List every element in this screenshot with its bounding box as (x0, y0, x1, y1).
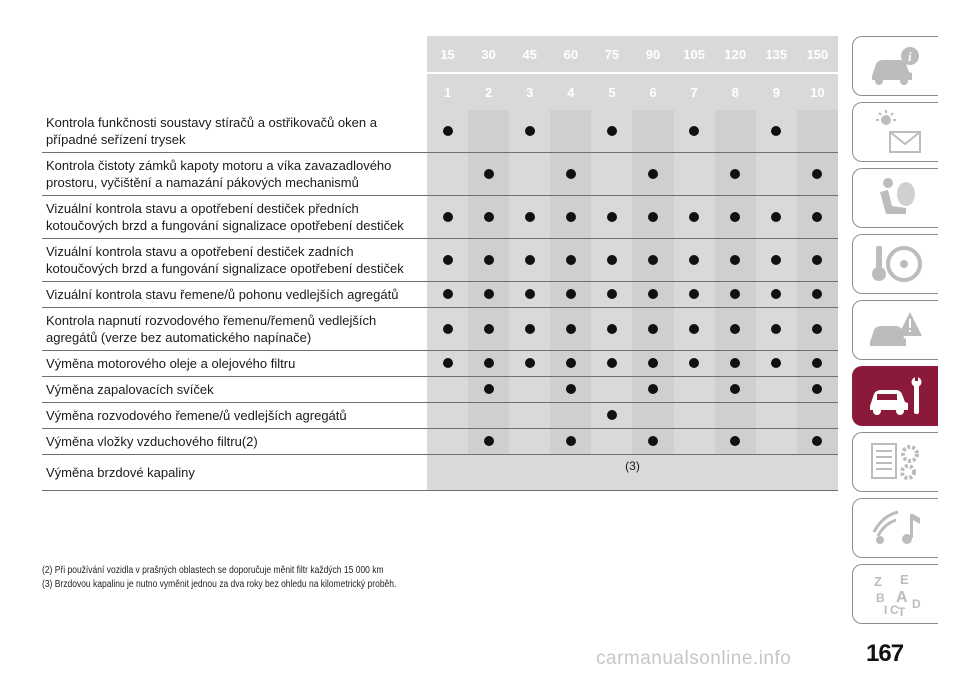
schedule-cell (715, 308, 756, 351)
header-km-value: 150 (797, 36, 838, 73)
header-km-value: 30 (468, 36, 509, 73)
schedule-cell (591, 351, 632, 377)
header-year-value: 8 (715, 73, 756, 110)
schedule-cell (509, 153, 550, 196)
car-info-icon (866, 42, 926, 90)
schedule-cell (674, 377, 715, 403)
scheduled-dot-icon (812, 358, 822, 368)
schedule-cell (756, 429, 797, 455)
schedule-cell (509, 403, 550, 429)
schedule-cell (550, 308, 591, 351)
scheduled-dot-icon (484, 436, 494, 446)
schedule-cell (674, 282, 715, 308)
table-row (42, 377, 838, 403)
schedule-cell (715, 351, 756, 377)
schedule-cell (468, 239, 509, 282)
schedule-cell (797, 196, 838, 239)
row-label: Výměna motorového oleje a olejového filtru (42, 351, 427, 377)
chapter-tab-starting-driving[interactable] (852, 234, 938, 294)
scheduled-dot-icon (525, 212, 535, 222)
schedule-cell (427, 282, 468, 308)
scheduled-dot-icon (648, 289, 658, 299)
scheduled-dot-icon (443, 358, 453, 368)
schedule-cell (427, 110, 468, 153)
header-year-value: 1 (427, 73, 468, 110)
seat-airbag-icon (866, 174, 926, 222)
schedule-cell (756, 403, 797, 429)
header-year-value: 4 (550, 73, 591, 110)
schedule-cell (797, 403, 838, 429)
scheduled-dot-icon (812, 436, 822, 446)
row-label: Vizuální kontrola stavu a opotřebení destiček předních kotoučových brzd a fungování signalizace opotřebení destiček (42, 196, 427, 239)
scheduled-dot-icon (484, 169, 494, 179)
table-row (42, 403, 838, 429)
scheduled-dot-icon (730, 436, 740, 446)
media-music-icon (866, 504, 926, 552)
schedule-cell (797, 153, 838, 196)
schedule-cell (797, 282, 838, 308)
schedule-cell (756, 282, 797, 308)
chapter-tab-emergency[interactable] (852, 300, 938, 360)
schedule-cell (797, 308, 838, 351)
schedule-cell (715, 196, 756, 239)
schedule-cell (550, 110, 591, 153)
schedule-cell (715, 403, 756, 429)
schedule-cell (756, 110, 797, 153)
header-year-value: 5 (591, 73, 632, 110)
scheduled-dot-icon (648, 384, 658, 394)
scheduled-dot-icon (525, 324, 535, 334)
schedule-cell (756, 377, 797, 403)
schedule-cell (509, 196, 550, 239)
header-km-value: 120 (715, 36, 756, 73)
scheduled-dot-icon (771, 324, 781, 334)
header-year-value: 7 (674, 73, 715, 110)
schedule-cell (715, 429, 756, 455)
scheduled-dot-icon (484, 358, 494, 368)
header-year-value: 10 (797, 73, 838, 110)
schedule-cell (591, 153, 632, 196)
header-km-value: 45 (509, 36, 550, 73)
schedule-cell (756, 351, 797, 377)
schedule-cell (550, 429, 591, 455)
scheduled-dot-icon (607, 212, 617, 222)
schedule-cell (509, 429, 550, 455)
row-label: Výměna rozvodového řemene/ů vedlejších agregátů (42, 403, 427, 429)
scheduled-dot-icon (812, 384, 822, 394)
schedule-cell (632, 196, 673, 239)
schedule-cell (632, 153, 673, 196)
warning-lights-message-icon (866, 108, 926, 156)
scheduled-dot-icon (812, 255, 822, 265)
schedule-cell (674, 153, 715, 196)
scheduled-dot-icon (771, 255, 781, 265)
schedule-cell (591, 196, 632, 239)
schedule-cell (632, 110, 673, 153)
schedule-cell (591, 239, 632, 282)
row-label: Výměna zapalovacích svíček (42, 377, 427, 403)
scheduled-dot-icon (525, 255, 535, 265)
schedule-cell (427, 403, 468, 429)
scheduled-dot-icon (607, 358, 617, 368)
scheduled-dot-icon (443, 324, 453, 334)
svg-text:E: E (899, 572, 909, 587)
schedule-cell (591, 377, 632, 403)
scheduled-dot-icon (607, 324, 617, 334)
scheduled-dot-icon (730, 212, 740, 222)
schedule-cell (632, 377, 673, 403)
scheduled-dot-icon (525, 358, 535, 368)
schedule-cell (632, 239, 673, 282)
svg-text:i: i (907, 49, 912, 64)
schedule-cell (550, 239, 591, 282)
svg-text:A: A (895, 589, 908, 606)
schedule-cell (550, 282, 591, 308)
header-year-value: 9 (756, 73, 797, 110)
schedule-cell (715, 110, 756, 153)
scheduled-dot-icon (525, 126, 535, 136)
scheduled-dot-icon (648, 358, 658, 368)
header-km-value: 90 (632, 36, 673, 73)
schedule-cell (674, 196, 715, 239)
scheduled-dot-icon (648, 436, 658, 446)
chapter-tab-maintenance[interactable] (852, 366, 938, 426)
schedule-cell (427, 153, 468, 196)
scheduled-dot-icon (730, 169, 740, 179)
scheduled-dot-icon (648, 212, 658, 222)
schedule-cell (550, 403, 591, 429)
schedule-cell (756, 308, 797, 351)
scheduled-dot-icon (689, 358, 699, 368)
scheduled-dot-icon (443, 255, 453, 265)
schedule-cell (427, 196, 468, 239)
schedule-cell (468, 153, 509, 196)
schedule-cell (468, 351, 509, 377)
scheduled-dot-icon (566, 436, 576, 446)
maintenance-table (42, 36, 838, 491)
header-km-label: Tisíce kilometrů (42, 36, 427, 73)
car-accident-icon (866, 306, 926, 354)
schedule-cell (674, 403, 715, 429)
scheduled-dot-icon (730, 324, 740, 334)
scheduled-dot-icon (730, 358, 740, 368)
schedule-cell (797, 239, 838, 282)
scheduled-dot-icon (771, 126, 781, 136)
schedule-cell (715, 239, 756, 282)
table-row (42, 455, 838, 491)
scheduled-dot-icon (566, 324, 576, 334)
maintenance-schedule (42, 36, 838, 491)
scheduled-dot-icon (484, 212, 494, 222)
schedule-cell (797, 110, 838, 153)
header-km-value: 135 (756, 36, 797, 73)
scheduled-dot-icon (689, 212, 699, 222)
scheduled-dot-icon (566, 212, 576, 222)
schedule-cell (632, 429, 673, 455)
schedule-cell (632, 308, 673, 351)
schedule-cell (468, 196, 509, 239)
schedule-cell (756, 153, 797, 196)
scheduled-dot-icon (812, 169, 822, 179)
schedule-cell (509, 351, 550, 377)
schedule-cell (550, 196, 591, 239)
header-km-value: 75 (591, 36, 632, 73)
table-row (42, 308, 838, 351)
schedule-cell (715, 153, 756, 196)
schedule-cell (591, 282, 632, 308)
chapter-tab-technical-data[interactable] (852, 432, 938, 492)
scheduled-dot-icon (607, 126, 617, 136)
scheduled-dot-icon (812, 324, 822, 334)
schedule-cell (427, 351, 468, 377)
scheduled-dot-icon (484, 289, 494, 299)
table-row (42, 239, 838, 282)
schedule-cell (674, 429, 715, 455)
row-label: Kontrola funkčnosti soustavy stíračů a ostřikovačů oken a případné seřízení trysek (42, 110, 427, 153)
svg-text:I: I (883, 603, 887, 617)
table-body (42, 110, 838, 491)
svg-text:D: D (911, 597, 921, 611)
table-row (42, 282, 838, 308)
footnote: (2) Při používání vozidla v prašných oblastech se doporučuje měnit filtr každých 15 000 km (42, 565, 384, 576)
chapter-sidebar (852, 36, 938, 630)
chapter-tab-safety[interactable] (852, 168, 938, 228)
schedule-cell (591, 429, 632, 455)
scheduled-dot-icon (771, 358, 781, 368)
scheduled-dot-icon (443, 212, 453, 222)
scheduled-dot-icon (566, 384, 576, 394)
schedule-cell (509, 239, 550, 282)
header-km-row (42, 36, 838, 73)
schedule-cell (591, 308, 632, 351)
schedule-cell (550, 153, 591, 196)
schedule-cell (427, 429, 468, 455)
schedule-cell (509, 110, 550, 153)
scheduled-dot-icon (689, 289, 699, 299)
schedule-cell (715, 377, 756, 403)
scheduled-dot-icon (648, 255, 658, 265)
header-year-value: 2 (468, 73, 509, 110)
schedule-cell (674, 239, 715, 282)
row-label: Vizuální kontrola stavu řemene/ů pohonu vedlejších agregátů (42, 282, 427, 308)
scheduled-dot-icon (689, 126, 699, 136)
row-label: Výměna brzdové kapaliny (42, 455, 427, 491)
scheduled-dot-icon (607, 410, 617, 420)
table-row (42, 429, 838, 455)
schedule-cell (632, 282, 673, 308)
page-number: 167 (866, 640, 904, 667)
schedule-cell (632, 403, 673, 429)
schedule-cell (797, 429, 838, 455)
scheduled-dot-icon (484, 384, 494, 394)
schedule-cell (427, 377, 468, 403)
scheduled-dot-icon (689, 324, 699, 334)
footnote: (3) Brzdovou kapalinu je nutno vyměnit jednou za dva roky bez ohledu na kilometrický proběh. (42, 579, 397, 590)
watermark: carmanualsonline.info (596, 648, 792, 669)
scheduled-dot-icon (607, 289, 617, 299)
schedule-cell (550, 377, 591, 403)
svg-text:C: C (889, 603, 899, 617)
scheduled-dot-icon (443, 289, 453, 299)
schedule-cell (797, 377, 838, 403)
row-label: Kontrola čistoty zámků kapoty motoru a víka zavazadlového prostoru, vyčištění a namazání pákových mechanismů (42, 153, 427, 196)
schedule-cell (591, 403, 632, 429)
scheduled-dot-icon (443, 126, 453, 136)
schedule-cell (756, 239, 797, 282)
scheduled-dot-icon (566, 358, 576, 368)
schedule-cell (468, 429, 509, 455)
header-years-label: Roky (42, 73, 427, 110)
row-label: Výměna vložky vzduchového filtru(2) (42, 429, 427, 455)
chapter-tab-index[interactable] (852, 564, 938, 624)
schedule-cell (468, 282, 509, 308)
scheduled-dot-icon (525, 289, 535, 299)
footnotes (42, 564, 838, 592)
svg-text:Z: Z (873, 574, 882, 589)
schedule-cell (715, 282, 756, 308)
scheduled-dot-icon (730, 255, 740, 265)
car-wrench-icon (866, 372, 926, 420)
schedule-cell (550, 351, 591, 377)
chapter-tab-knowing-car[interactable] (852, 36, 938, 96)
scheduled-dot-icon (689, 255, 699, 265)
key-steering-wheel-icon (866, 240, 926, 288)
schedule-cell (756, 196, 797, 239)
brake-fluid-note: (3) (427, 455, 838, 491)
schedule-cell (468, 110, 509, 153)
scheduled-dot-icon (812, 212, 822, 222)
scheduled-dot-icon (566, 289, 576, 299)
chapter-tab-multimedia[interactable] (852, 498, 938, 558)
schedule-cell (591, 110, 632, 153)
schedule-cell (632, 351, 673, 377)
alphabet-index-icon (866, 570, 926, 618)
scheduled-dot-icon (812, 289, 822, 299)
header-km-value: 60 (550, 36, 591, 73)
schedule-cell (797, 351, 838, 377)
svg-text:B: B (875, 591, 885, 605)
row-label: Kontrola napnutí rozvodového řemenu/řemenů vedlejších agregátů (verze bez automatického napínače) (42, 308, 427, 351)
table-row (42, 110, 838, 153)
schedule-cell (509, 282, 550, 308)
table-row (42, 153, 838, 196)
schedule-cell (674, 308, 715, 351)
table-row (42, 196, 838, 239)
scheduled-dot-icon (771, 289, 781, 299)
header-km-value: 15 (427, 36, 468, 73)
header-year-value: 6 (632, 73, 673, 110)
scheduled-dot-icon (566, 169, 576, 179)
scheduled-dot-icon (730, 289, 740, 299)
schedule-cell (674, 110, 715, 153)
schedule-cell (468, 403, 509, 429)
chapter-tab-dashboard[interactable] (852, 102, 938, 162)
schedule-cell (674, 351, 715, 377)
scheduled-dot-icon (648, 169, 658, 179)
header-years-row (42, 73, 838, 110)
schedule-cell (468, 308, 509, 351)
scheduled-dot-icon (566, 255, 576, 265)
svg-text:T: T (897, 605, 905, 618)
scheduled-dot-icon (484, 255, 494, 265)
scheduled-dot-icon (730, 384, 740, 394)
schedule-cell (509, 308, 550, 351)
schedule-cell (427, 239, 468, 282)
scheduled-dot-icon (648, 324, 658, 334)
header-year-value: 3 (509, 73, 550, 110)
schedule-cell (509, 377, 550, 403)
scheduled-dot-icon (607, 255, 617, 265)
row-label: Vizuální kontrola stavu a opotřebení destiček zadních kotoučových brzd a fungování signalizace opotřebení destiček (42, 239, 427, 282)
header-km-value: 105 (674, 36, 715, 73)
scheduled-dot-icon (484, 324, 494, 334)
data-gears-icon (866, 438, 926, 486)
schedule-cell (427, 308, 468, 351)
scheduled-dot-icon (771, 212, 781, 222)
table-row (42, 351, 838, 377)
schedule-cell (468, 377, 509, 403)
